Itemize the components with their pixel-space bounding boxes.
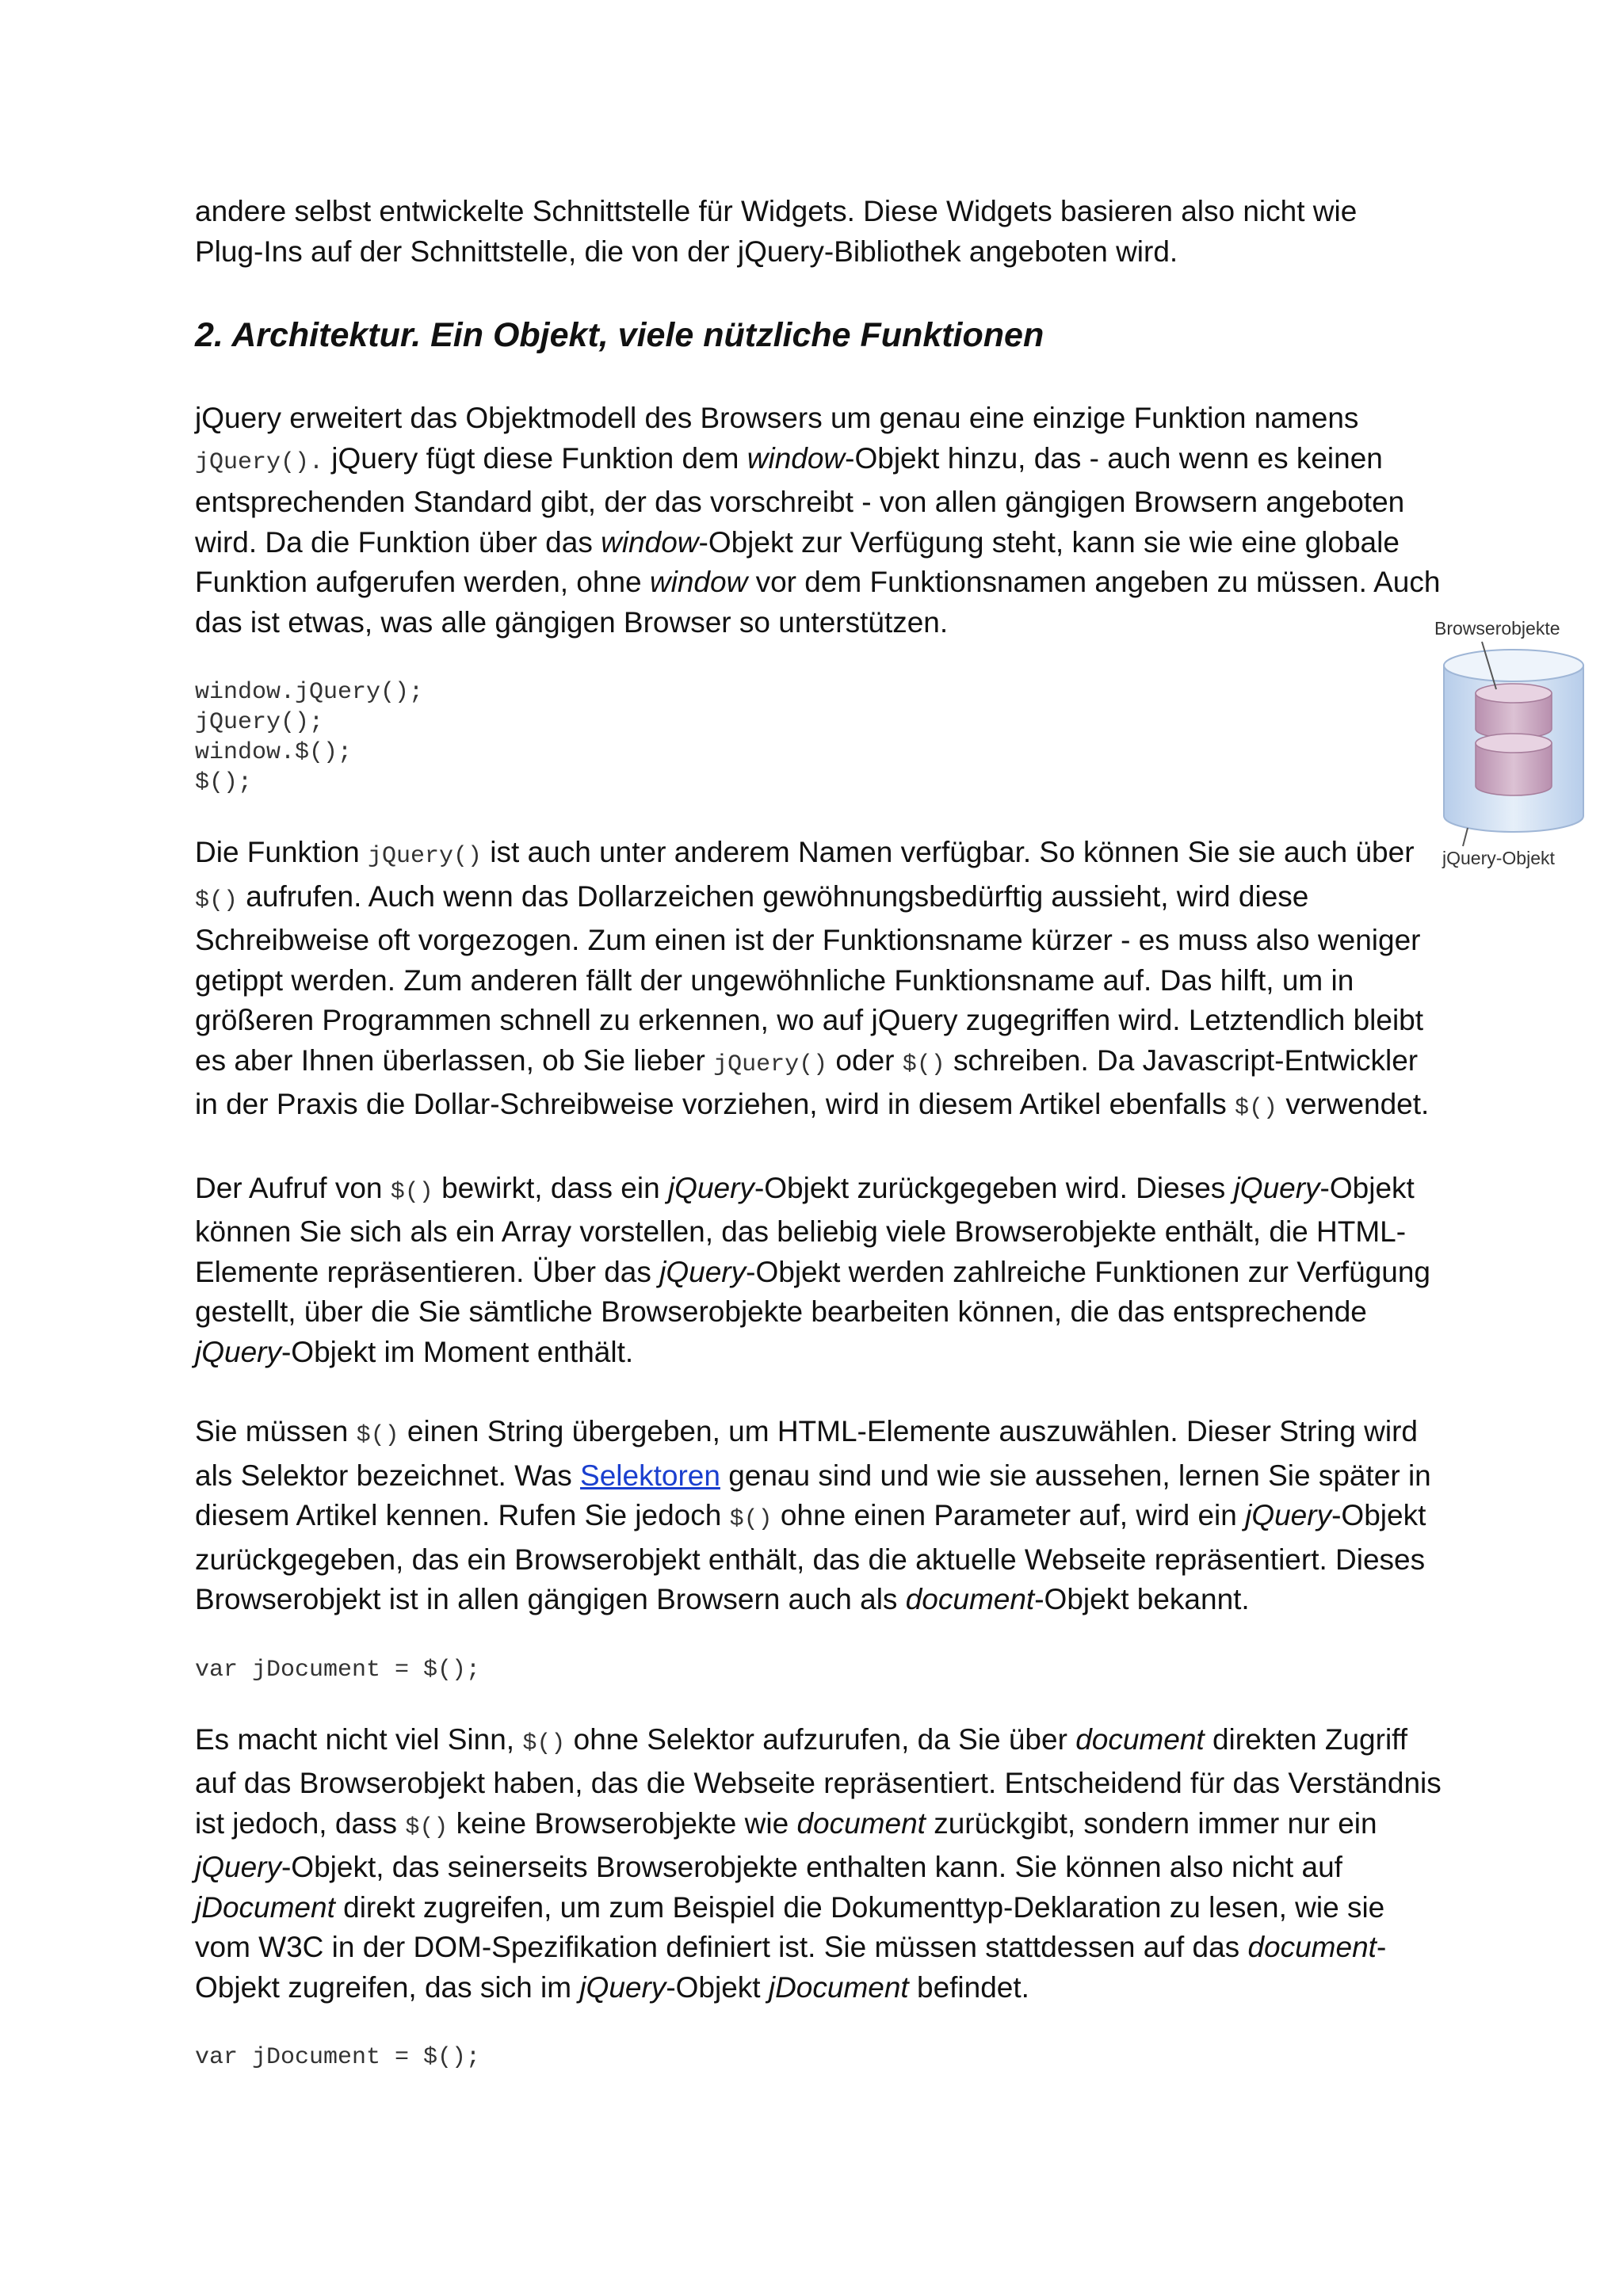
code-block-2: var jDocument = $(); xyxy=(195,1656,481,1684)
browserobjekte-label: Browserobjekte xyxy=(1434,618,1560,639)
inline-code: jQuery() xyxy=(713,1051,828,1078)
inline-code: $() xyxy=(902,1051,945,1078)
paragraph-1: jQuery erweitert das Objektmodell des Browsers um genau eine einzige Funktion namens jQuery(). jQuery fügt diese Funktion dem window-Objekt hinzu, das - auch wenn es keinen entsprechenden Standard gibt, der das vorschreibt - von allen gängigen Browsern angeboten wird. Da die Funktion über das window-Objekt zur Verfügung steht, kann sie wie eine globale Funktion aufgerufen werden, ohne window vor dem Funktionsnamen angeben zu müssen. Auch das ist etwas, was alle gängigen Browser so unterstützen. xyxy=(195,402,1441,639)
code-block-3: var jDocument = $(); xyxy=(195,2044,481,2071)
paragraph-5: Es macht nicht viel Sinn, $() ohne Selektor aufzurufen, da Sie über document direkten Zugriff auf das Browserobjekt haben, das die Webseite repräsentiert. Entscheidend für das Verständnis ist jedoch, dass $() keine Browserobjekte wie document zurückgibt, sondern immer nur ein jQuery-Objekt, das seinerseits Browserobjekte enthalten kann. Sie können also nicht auf jDocument direkt zugreifen, um zum Beispiel die Dokumenttyp-Deklaration zu lesen, wie sie vom W3C in der DOM-Spezifikation definiert ist. Sie müssen stattdessen auf das document-Objekt zugreifen, das sich im jQuery-Objekt jDocument befindet. xyxy=(195,1722,1442,2004)
paragraph-3: Der Aufruf von $() bewirkt, dass ein jQuery-Objekt zurückgegeben wird. Dieses jQuery-Objekt können Sie sich als ein Array vorstellen, das beliebig viele Browserobjekte enthält, die HTML-Elemente repräsentieren. Über das jQuery-Objekt werden zahlreiche Funktionen zur Verfügung gestellt, über die Sie sämtliche Browserobjekte bearbeiten können, die das entsprechende jQuery-Objekt im Moment enthält. xyxy=(195,1171,1430,1368)
pointer-bottom xyxy=(1463,828,1468,846)
inline-code: jQuery() xyxy=(368,843,483,870)
inline-code: $() xyxy=(405,1814,449,1841)
intro-paragraph xyxy=(195,192,1447,272)
intro-line-2: Plug-Ins auf der Schnittstelle, die von der jQuery-Bibliothek angeboten wird. xyxy=(195,235,1178,268)
inline-code: $() xyxy=(729,1506,773,1533)
document-content xyxy=(195,192,1447,2073)
intro-line-1: andere selbst entwickelte Schnittstelle für Widgets. Diese Widgets basieren also nicht wie xyxy=(195,195,1358,227)
inline-code: $() xyxy=(1235,1095,1278,1122)
paragraph-4: Sie müssen $() einen String übergeben, um HTML-Elemente auszuwählen. Dieser String wird als Selektor bezeichnet. Was Selektoren genau sind und wie sie aussehen, lernen Sie später in diesem Artikel kennen. Rufen Sie jedoch $() ohne einen Parameter auf, wird ein jQuery-Objekt zurückgegeben, das ein Browserobjekt enthält, das die aktuelle Webseite repräsentiert. Dieses Browserobjekt ist in allen gängigen Browsern auch als document-Objekt bekannt. xyxy=(195,1415,1431,1615)
outer-cylinder-top xyxy=(1444,650,1583,681)
cylinder-diagram xyxy=(1434,618,1593,879)
section-heading: 2. Architektur. Ein Objekt, viele nützliche Funktionen xyxy=(195,316,1044,354)
code-block-1: window.jQuery(); jQuery(); window.$(); $(); xyxy=(195,679,424,796)
inline-code: $() xyxy=(390,1178,433,1206)
paragraph-2: Die Funktion jQuery() ist auch unter anderem Namen verfügbar. So können Sie sie auch über $() aufrufen. Auch wenn das Dollarzeichen gewöhnungsbedürftig aussieht, wird diese Schreibweise oft vorgezogen. Zum einen ist der Funktionsname kürzer - es muss also weniger getippt werden. Zum anderen fällt der ungewöhnliche Funktionsname auf. Das hilft, um in größeren Programmen schnell zu erkennen, wo auf jQuery zugegriffen wird. Letztendlich bleibt es aber Ihnen überlassen, ob Sie lieber jQuery() oder $() schreiben. Da Javascript-Entwickler in der Praxis die Dollar-Schreibweise vorziehen, wird in diesem Artikel ebenfalls $() verwendet. xyxy=(195,836,1430,1122)
jquery-objekt-label: jQuery-Objekt xyxy=(1442,848,1555,868)
inline-code: $() xyxy=(522,1730,566,1757)
inline-code: $() xyxy=(195,887,239,914)
inline-code: jQuery(). xyxy=(195,448,324,476)
jquery-object-figure xyxy=(1434,618,1593,879)
inline-code: $() xyxy=(356,1422,399,1449)
selektoren-link[interactable]: Selektoren xyxy=(580,1459,720,1492)
